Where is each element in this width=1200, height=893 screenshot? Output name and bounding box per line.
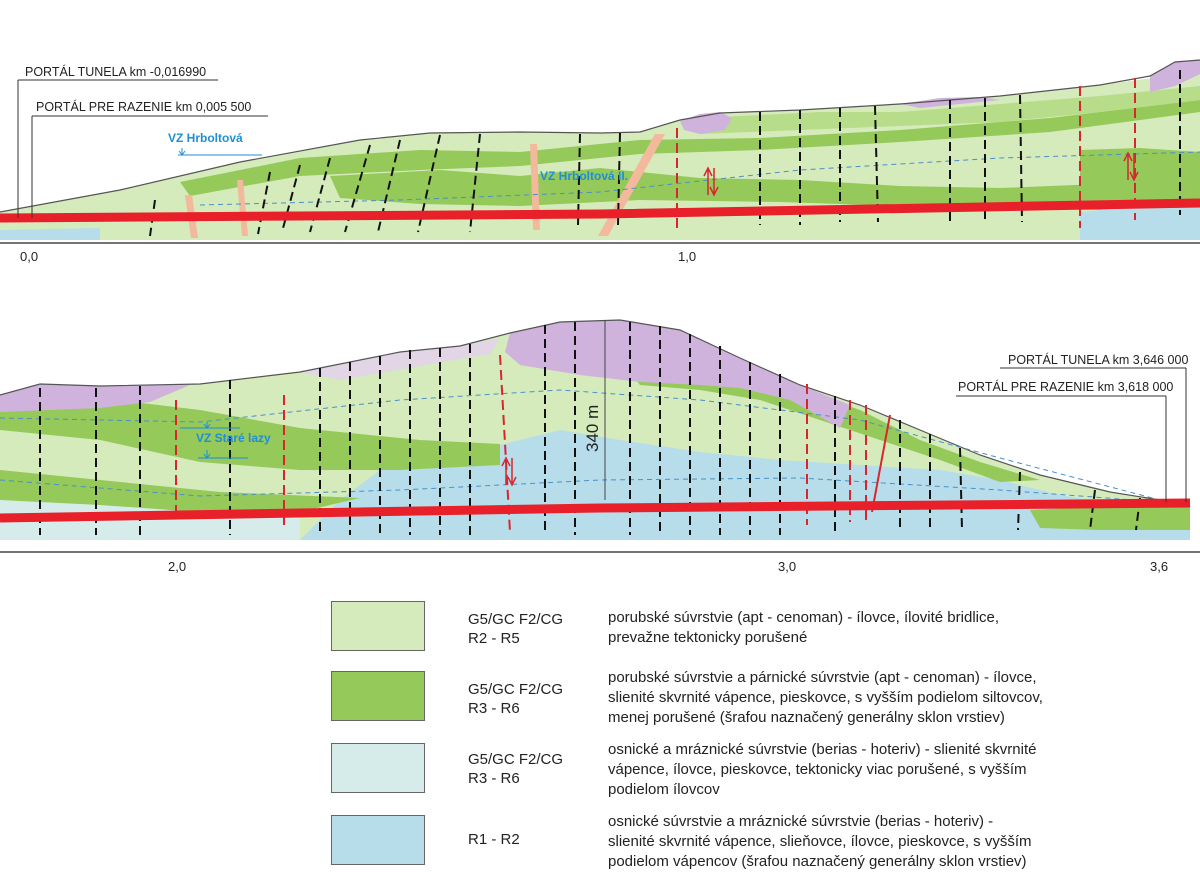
top-km-label: 1,0 bbox=[678, 249, 697, 264]
top-layer-blue bbox=[0, 228, 100, 240]
top-shaft-label: VZ Hrboltová bbox=[168, 131, 243, 145]
top-portal-tunnel-label: PORTÁL TUNELA km -0,016990 bbox=[25, 65, 207, 79]
legend-item bbox=[0, 812, 1200, 882]
height-label: 340 m bbox=[583, 404, 602, 452]
legend-description: osnické súvrstvie a mráznické súvrstvie (berias - hoteriv) - slienité skvrnité vápence, slieňovce, ílovce, pieskovce, s vyšším podielom vápencov (šrafou naznačený generálny sklon vrstiev) bbox=[608, 813, 1032, 870]
bottom-portal-tunnel-label: PORTÁL TUNELA km 3,646 000 bbox=[1008, 353, 1189, 367]
legend-code: G5/GC F2/CG R3 - R6 bbox=[468, 751, 564, 787]
legend-description: osnické a mráznické súvrstvie (berias - hoteriv) - slienité skvrnité vápence, ílovce, pieskovce, tektonicky viac porušené, s vyšším podielom ílovcov bbox=[608, 741, 1037, 798]
legend-description: porubské súvrstvie (apt - cenoman) - ílovce, ílovité bridlice, prevažne tektonicky porušené bbox=[608, 609, 999, 646]
legend-swatch bbox=[331, 671, 425, 721]
bottom-shaft-label: VZ Staré lazy bbox=[196, 431, 271, 445]
profile-bottom bbox=[0, 320, 1200, 574]
legend-code: R1 - R2 bbox=[468, 831, 520, 848]
top-km-label: 0,0 bbox=[20, 249, 39, 264]
legend-code: G5/GC F2/CG R3 - R6 bbox=[468, 681, 564, 717]
top-layer-dark-band bbox=[1080, 148, 1200, 206]
legend-item bbox=[0, 668, 1200, 738]
top-shaft-marker bbox=[179, 148, 185, 155]
legend-code: G5/GC F2/CG R2 - R5 bbox=[468, 611, 564, 647]
legend-swatch bbox=[331, 815, 425, 865]
bottom-portal-excavation-label: PORTÁL PRE RAZENIE km 3,618 000 bbox=[958, 380, 1174, 394]
legend-description: porubské súvrstvie a párnické súvrstvie (apt - cenoman) - ílovce, slienité skvrnité vápence, pieskovce, s vyšším podielom siltovcov, menej porušené (šrafou naznačený generálny sklon vrstiev) bbox=[608, 669, 1043, 726]
legend-swatch bbox=[331, 601, 425, 651]
legend-item bbox=[0, 598, 1200, 668]
bottom-km-label: 3,0 bbox=[778, 559, 797, 574]
top-portal-excavation-label: PORTÁL PRE RAZENIE km 0,005 500 bbox=[36, 100, 252, 114]
bottom-km-label: 3,6 bbox=[1150, 559, 1169, 574]
legend-swatch bbox=[331, 743, 425, 793]
top-shaft-label: VZ Hrboltová II. bbox=[540, 169, 629, 183]
bottom-km-label: 2,0 bbox=[168, 559, 187, 574]
legend-item bbox=[0, 740, 1200, 810]
profile-top bbox=[0, 60, 1200, 264]
